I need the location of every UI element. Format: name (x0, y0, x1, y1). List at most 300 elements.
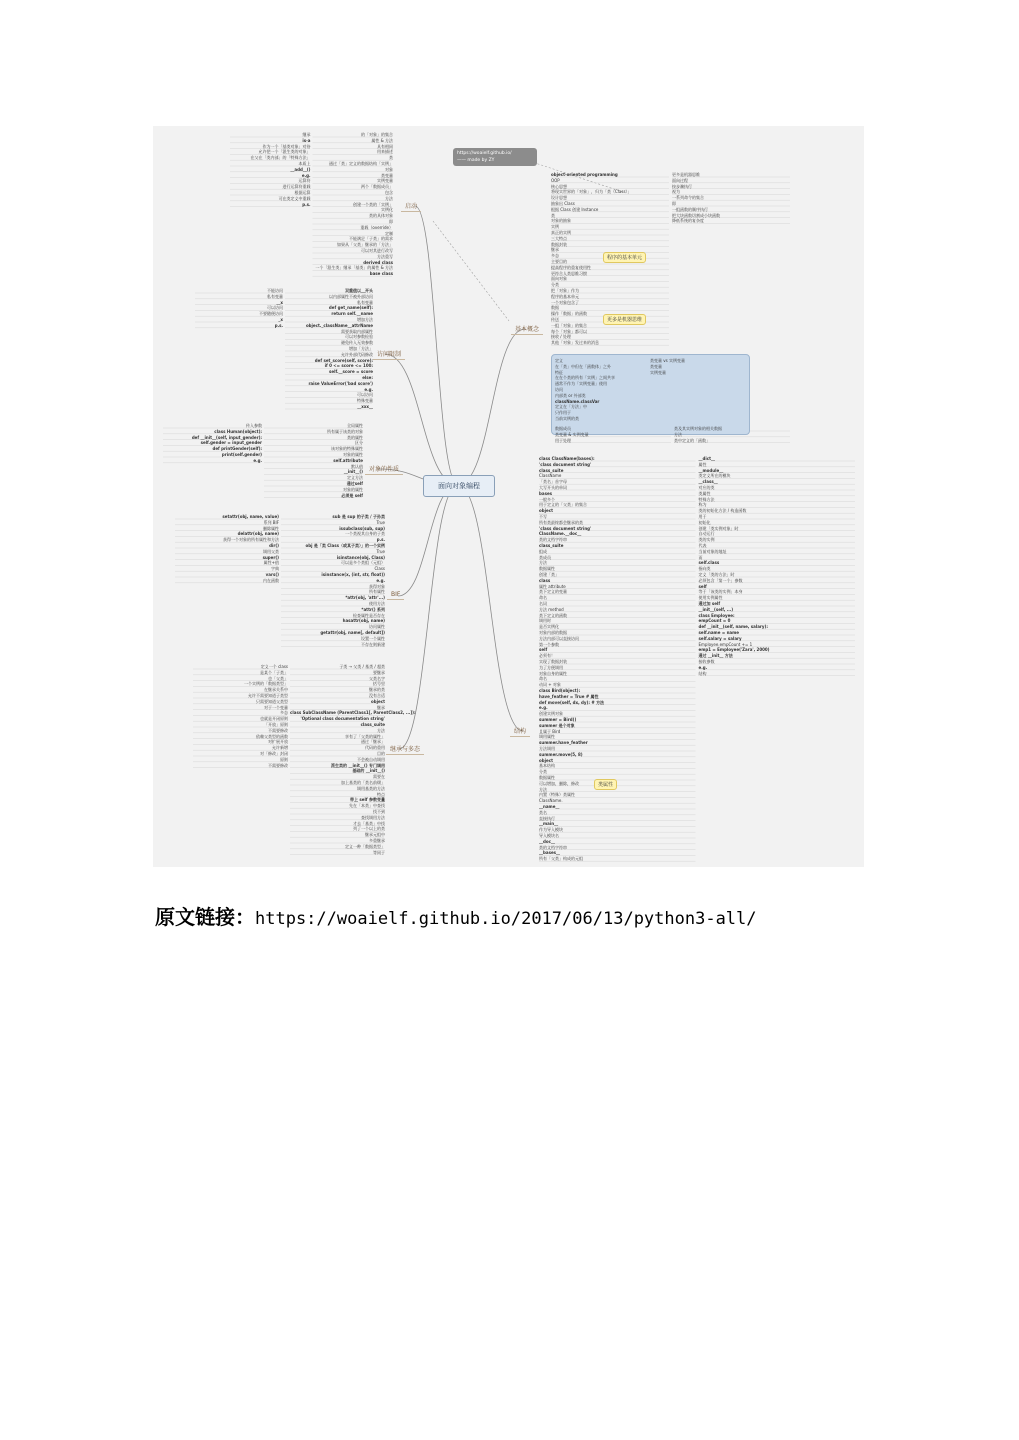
mindmap-node: 需要获取内部属性 (341, 328, 373, 334)
mindmap-node: 也就是开闭原则 (260, 716, 288, 722)
mindmap-node: sub 是 sup 的子类 / 子孙类 (332, 514, 385, 519)
mindmap-node: 通常不作为「实例变量」使用 (555, 381, 607, 387)
mindmap-node: 属性 (698, 461, 707, 467)
mindmap-node: 数据属性 (539, 566, 555, 572)
mindmap-node: e.g. (301, 172, 311, 178)
mindmap-node: 一个「派生类」继承「基类」的属性 & 方法 (315, 265, 393, 271)
mindmap-node: 也「父类」 (268, 675, 288, 681)
mindmap-node: 代码的重用 (365, 745, 385, 751)
mindmap-node: 类变量 & 实例变量 (555, 431, 589, 437)
branch-attrs: 对象的性质 (365, 463, 403, 475)
mindmap-node: 享有了「父类的属性」 (345, 733, 385, 739)
mindmap-node: 如果从「父类」继承的「方法」 (337, 242, 393, 248)
mindmap-node: 调用时 (539, 618, 551, 624)
mindmap-node: 对「修改」封闭 (260, 751, 288, 756)
mindmap-node: 在在个类的所有「实例」之间共享 (555, 375, 615, 381)
mindmap-node: 真正的实例 (551, 230, 571, 235)
mindmap-node: 内置（特殊）类属性 (539, 792, 575, 798)
mindmap-node: 父类名字 (369, 675, 385, 681)
mindmap-node: 动词 + 对象 (539, 682, 561, 688)
mindmap-node: 把「对象」作为 (551, 288, 579, 293)
mindmap-node: __dict__ (698, 456, 716, 461)
mindmap-node: 传入参数 (246, 423, 262, 428)
mindmap-node: 定义一个 class (260, 664, 288, 669)
mindmap-node: return self.__name (331, 311, 373, 317)
mindmap-node: object (539, 508, 553, 514)
mindmap-node: 类定义所在的模块 (698, 473, 731, 479)
mindmap-node: 双重值以__开头 (345, 288, 373, 293)
mindmap-node: Class (374, 566, 385, 572)
branch-inherit: 继承与多态 (386, 743, 424, 755)
mindmap-node: isinstance(obj, Class) (336, 554, 385, 560)
mindmap-node: 接收参数 (698, 659, 715, 664)
mindmap-node: 目的 (377, 751, 385, 756)
mindmap-node: 使用方法 (369, 601, 385, 606)
mindmap-node: 传送 (551, 317, 559, 322)
mindmap-node: ClassName (539, 473, 562, 479)
mindmap-node: 检查属性是否存在 (353, 612, 385, 618)
mindmap-canvas (153, 126, 864, 867)
mindmap-node: empCount = 0 (698, 618, 731, 624)
mindmap-node: self.name = name (698, 630, 739, 635)
mindmap-node: 要继承 (373, 669, 385, 675)
mindmap-node: summer.have_feather (539, 740, 588, 746)
mindmap-node: 运算符 (298, 178, 311, 184)
mindmap-node: 作为导入模块 (539, 827, 563, 833)
mindmap-node: self.gender = input_gender (200, 440, 262, 446)
mindmap-node: 操作「数据」的函数 (551, 311, 587, 317)
branch-basic: 基本概念 (511, 323, 543, 335)
mindmap-node: def __init__(self, input_gender): (191, 434, 262, 440)
mindmap-node: 该对象的特殊属性 (331, 446, 363, 452)
branch-qidong: 启动 (401, 200, 421, 212)
mindmap-node: def __init__(self, name, salary): (698, 624, 768, 630)
mindmap-node: delattr(obj, name) (237, 531, 279, 537)
mindmap-node: 重载（override） (360, 224, 393, 230)
mindmap-node: e.g. (376, 577, 385, 583)
mindmap-node: dir() (269, 543, 279, 548)
mindmap-node: True (376, 548, 385, 554)
central-topic: 面向对象编程 (423, 475, 495, 497)
mindmap-node: 不需要修改 (268, 762, 288, 768)
mindmap-node: __x (276, 299, 283, 305)
mindmap-node: 实例变量 (377, 178, 393, 184)
mindmap-node: 必须是 self (341, 492, 363, 498)
mindmap-node: 私有变量 (357, 299, 373, 305)
mindmap-node: 不存在则新建 (361, 641, 385, 647)
mindmap-node: class (539, 577, 551, 583)
mindmap-node: 全局属性 (347, 423, 363, 428)
mindmap-node: object (539, 757, 553, 763)
mindmap-node: 指向类 (698, 566, 711, 572)
mindmap-node: 根据 Class 创建 Instance (551, 206, 599, 212)
mindmap-node: 方法 (539, 560, 547, 566)
mindmap-node: 继承 (377, 704, 385, 710)
mindmap-node: 所有类最终都会继承的类 (539, 519, 583, 525)
mindmap-node: setattr(obj, name, value) (222, 514, 279, 519)
mindmap-node: 根据运算 (294, 190, 311, 195)
branch-connector (399, 485, 458, 749)
mindmap-node: 「类名」首字母 (539, 479, 567, 485)
mindmap-node: 所有属于该类的对象 (327, 428, 363, 434)
mindmap-node: 对应的类 (698, 485, 715, 490)
mindmap-node: 接收 / 处理 (551, 334, 571, 340)
mindmap-node: 子类 → 父类 / 基类 / 超类 (339, 664, 385, 669)
mindmap-node: self (539, 647, 548, 653)
mindmap-node: 依赖父类型的函数 (256, 733, 288, 739)
mindmap-node: 继承的类 (369, 687, 385, 693)
mindmap-node: summer = Bird() (539, 717, 577, 722)
mindmap-node: 区分 (355, 440, 363, 446)
mindmap-node: 类 (551, 212, 555, 218)
mindmap-node: 方法调用 (539, 746, 555, 751)
mindmap-node: 实例变量 (650, 369, 666, 375)
mindmap-node: self.__score = score (328, 369, 373, 375)
mindmap-node: 分类 (539, 769, 547, 775)
mindmap-node: p.s. (274, 322, 283, 328)
badge-url: https://woaielf.github.io/ (457, 151, 512, 156)
mindmap-node: 特殊方法 (698, 496, 715, 502)
mindmap-node: self.attribute (333, 457, 363, 463)
mindmap-node: 使用实例属性 (698, 595, 723, 601)
source-line (155, 901, 757, 929)
mindmap-node: 增加「方法」 (349, 346, 373, 351)
mindmap-node: 数据成员 (555, 426, 571, 431)
mindmap-node: 类下定义的函数 (539, 612, 567, 618)
mindmap-node: 通过「类」定义的数据结构「实例」 (329, 161, 393, 166)
mindmap-node: 内部类 or 外部类 (555, 392, 586, 398)
mindmap-node: 所有属性 (369, 589, 385, 595)
mindmap-node: super() (262, 554, 279, 560)
mindmap-node: 属性+值 (263, 560, 279, 566)
mindmap-node: obj 是「类 Class（或其子类）」的一个实例 (305, 543, 385, 548)
mindmap-node: class Employee: (698, 612, 735, 618)
mindmap-node: 降低系统的复杂度 (672, 218, 704, 224)
mindmap-node: 允许外部代码修改 (341, 351, 373, 357)
mindmap-node: 数据 (551, 305, 559, 311)
mindmap-node: raise ValueError('bad score') (308, 380, 373, 386)
branch-connector (415, 206, 458, 485)
mindmap-node: 不需要修改 (268, 727, 288, 733)
mindmap-node: 所有「父类」构成的元组 (539, 856, 583, 862)
mindmap-node: 方法重写 (377, 253, 393, 259)
mindmap-node: 命名 (539, 676, 547, 682)
mindmap-node: 获得对象 (369, 583, 385, 589)
mindmap-node: self (698, 583, 707, 589)
mindmap-node: _x (278, 317, 283, 322)
mindmap-node: 在父在「类内部」的「特殊方法」 (250, 155, 311, 161)
mindmap-node: __bases__ (539, 850, 561, 856)
mindmap-node: 系列 BIF (263, 519, 279, 525)
mindmap-node: 允许不需要知道子类型 (248, 693, 288, 698)
mindmap-node: 名词 (539, 601, 547, 606)
mindmap-node: 实例化 (381, 207, 393, 213)
mindmap-node: summer 是个对象 (539, 722, 575, 728)
mindmap-node: 对象的抽象 (551, 218, 571, 224)
mindmap-node: 程序的基本单元 (551, 293, 579, 299)
mindmap-node: 通过 __init__ 方法 (698, 653, 733, 659)
mindmap-node: class ClassName(bases): (539, 456, 595, 461)
mindmap-node: __main__ (539, 821, 559, 827)
mindmap-node: def move(self, dx, dy): # 方法 (539, 699, 605, 705)
mindmap-node: 类成员 (539, 554, 551, 560)
mindmap-node: 把大块函数切割成小块函数 (672, 212, 720, 218)
mindmap-node: 用于定义的「父类」的集合 (539, 502, 587, 508)
mindmap-node: if 0 <= score <= 100: (324, 363, 373, 369)
mindmap-node: 可以访问 (267, 305, 283, 311)
mindmap-node: 避免传入无效参数 (341, 340, 373, 346)
relation-link (433, 221, 509, 321)
mindmap-node: e.g. (539, 705, 548, 711)
note-human-thinking: 程序的基本单元 (603, 252, 646, 263)
mindmap-node: 对扩展开放 (268, 739, 288, 745)
mindmap-node: __class__ (698, 479, 718, 485)
branch-bif: BIF (387, 590, 404, 600)
mindmap-node: 对象自身的属性 (539, 670, 567, 676)
mindmap-node: have_feather = True # 属性 (539, 693, 599, 699)
mindmap-node: 内在函数 (263, 577, 279, 583)
mindmap-node: 面向过程 (672, 177, 688, 183)
mindmap-node: 类属性 (698, 490, 711, 496)
mindmap-node: 私有变量 (267, 293, 283, 299)
mindmap-node: 的「对象」的集合 (361, 132, 393, 137)
mindmap-node: 方法 (674, 431, 682, 437)
mindmap-node: 可在类定义中重载 (278, 195, 311, 201)
mindmap-node: 特点 (377, 791, 385, 797)
mindmap-node: base class (369, 271, 393, 277)
mindmap-node: OOP (551, 177, 560, 183)
mindmap-node: 一组函数的顺序执行 (672, 206, 708, 212)
mindmap-node: 调用父类 (263, 548, 279, 554)
mindmap-node: __add__() (290, 166, 311, 172)
mindmap-node: 类变量 (650, 363, 662, 369)
branch-access: 访问限制 (373, 348, 405, 360)
mindmap-node: 面向对象 (551, 276, 567, 282)
mindmap-node: 在「类」中但在「函数体」之外 (555, 363, 611, 369)
mindmap-node: 多态 (551, 253, 559, 259)
mindmap-node: 对象的属性 (343, 486, 363, 492)
author-badge (453, 148, 537, 166)
mindmap-node: 类变量 vs 实例变量 (650, 358, 685, 363)
mindmap-node: print(self.gender) (221, 452, 262, 457)
mindmap-node: 可以访问 (357, 392, 373, 398)
mindmap-node: 只需要知道父类型 (256, 698, 288, 704)
mindmap-node: 括号里 (373, 681, 385, 687)
mindmap-node: summer.move(5, 8) (539, 751, 583, 757)
mindmap-node: 方法 (385, 195, 393, 201)
mindmap-node: 'class document string' (539, 461, 592, 467)
mindmap-node: 设计思想 (551, 195, 567, 201)
mindmap-node: 一个对象包含了 (551, 299, 579, 305)
mindmap-node: 不能满足「子类」的需求 (349, 236, 393, 242)
mindmap-node: issubclass(sub, sup) (339, 525, 385, 531)
mindmap-node: 类的初始化方法 / 构造函数 (698, 508, 747, 514)
mindmap-node: 列了一个以上的类 (353, 826, 385, 832)
mindmap-node: 一系列命令的集合 (672, 195, 704, 201)
mindmap-node: 需要在 (373, 774, 385, 780)
mindmap-node: 代表 (698, 543, 707, 548)
mindmap-node: 主要目的 (551, 259, 567, 264)
mindmap-node: 属性 attribute (539, 583, 566, 589)
note-machine-thinking: 更多是机器思维 (603, 314, 646, 325)
mindmap-node: 'Optional class documentation string' (300, 716, 385, 722)
mindmap-node: 结构 (698, 670, 707, 676)
mindmap-node: e.g. (698, 664, 708, 670)
mindmap-node: 必须有！ (539, 653, 555, 659)
mindmap-node: __name__ (539, 804, 560, 809)
mindmap-node: 组成 (539, 548, 547, 554)
mindmap-node: __init__() (343, 469, 363, 475)
mindmap-node: 方法 method (539, 606, 564, 612)
branch-connector (458, 485, 523, 731)
mindmap-node: 提高程序的重复使用性 (551, 264, 591, 270)
mindmap-node: *attr(obj, 'attr'...) (345, 595, 385, 601)
mindmap-node: 派生类的 __init__() 专门调用 (331, 762, 385, 768)
mindmap-node: 基本结构 (539, 763, 555, 769)
mindmap-node: 先在「本类」中查找 (349, 803, 385, 809)
mindmap-node: 通过self (346, 481, 363, 486)
mindmap-node: e.g. (253, 457, 262, 463)
mindmap-node: 当前对象的地址 (698, 548, 727, 554)
mindmap-node: 方法内部可以直接访问 (539, 635, 579, 641)
mindmap-node: class Human(object): (214, 428, 262, 434)
mindmap-node: 三大特点 (551, 235, 567, 241)
mindmap-node: 命名 (539, 595, 547, 601)
mindmap-node: 称为 (698, 502, 707, 508)
mindmap-node: 类的属性 (347, 434, 363, 440)
mindmap-node: 本质上 (298, 161, 311, 166)
mindmap-node: 不能访问 (267, 288, 283, 293)
mindmap-node: 当前实例的类 (555, 416, 579, 421)
branch-connector (398, 485, 458, 596)
mindmap-node: 调用属性 (539, 734, 555, 740)
mindmap-node: __init__(self, ...) (698, 606, 734, 612)
mindmap-node: 访问属性 (369, 624, 385, 630)
mindmap-node: 只作用于 (555, 410, 571, 416)
mindmap-node: 可以对其进行改写 (361, 248, 393, 253)
mindmap-node: 方法 (539, 786, 547, 792)
mindmap-node: 直接执行 (539, 815, 555, 821)
mindmap-node: 实现了数据封装 (539, 659, 567, 664)
mindmap-node: class SubClassName (ParentClass1[, ParentClass2, ...]): (290, 710, 416, 716)
mindmap-node: self.salary = salary (698, 635, 742, 641)
mindmap-node: 才去「基类」中找 (353, 820, 385, 826)
mindmap-node: 等于「该类的实例」本身 (698, 589, 743, 595)
mindmap-node: derived class (363, 259, 393, 265)
mindmap-node: 不要随便访问 (259, 311, 283, 317)
mindmap-node: class Bird(object): (539, 688, 581, 693)
mindmap-node: 带上 self 参数变量 (350, 797, 385, 803)
mindmap-node: 可以增加，删除，修改 (539, 780, 579, 786)
mindmap-node: 通过「继承」 (361, 739, 385, 745)
mindmap-node: 初始化 (698, 519, 711, 525)
mindmap-node: 视为 (672, 189, 680, 195)
source-label: 原文链接： (155, 905, 255, 929)
mindmap-node: 方法 (377, 727, 385, 733)
mindmap-node: 实例 (551, 224, 559, 230)
mindmap-node: 用于 (698, 514, 707, 519)
mindmap-node: 抽象出 Class (551, 201, 575, 206)
mindmap-node: is-a (302, 137, 311, 143)
mindmap-node: 创建「类实例对象」时 (698, 525, 739, 531)
mindmap-node: 特殊变量 (357, 398, 373, 404)
mindmap-node: 类中定义的「函数」 (674, 437, 710, 443)
mindmap-node: 定义「类的方法」时 (698, 572, 735, 577)
mindmap-node: p.s. (376, 537, 385, 543)
mindmap-node: 字典 (271, 566, 279, 572)
mindmap-node: 更符合人类思维习惯 (551, 270, 587, 276)
mindmap-node: 类名 (539, 809, 547, 815)
mindmap-node: 继承元组中 (365, 832, 385, 838)
mindmap-node: 数据封装 (551, 241, 567, 247)
mindmap-node: 是否实例化 (539, 624, 559, 630)
mindmap-node: 类 (389, 155, 393, 161)
mindmap-node: __doc__ (539, 838, 555, 844)
mindmap-node: __module__ (698, 467, 724, 473)
mindmap-node: 一般多个 (539, 496, 555, 502)
mindmap-node: 即 (672, 201, 676, 206)
mindmap-node: 加上基类的「类名前缀」 (341, 780, 385, 785)
mindmap-node: 等同于 (373, 849, 385, 855)
source-link[interactable]: https://woaielf.github.io/2017/06/13/python3-all/ (255, 909, 757, 929)
mindmap-node: 类的具体对象 (369, 213, 393, 219)
mindmap-node: 核心思想 (551, 183, 567, 189)
mindmap-node: p.s. (302, 201, 311, 207)
mindmap-node: 查找调用方法 (361, 814, 385, 820)
mindmap-node: 一个实例的「数据类型」 (244, 681, 288, 687)
mindmap-node: 类的文档字符串 (539, 844, 567, 850)
mindmap-node: 多重继承 (369, 838, 385, 843)
mindmap-node: 类的文档字符串 (539, 537, 567, 543)
mindmap-node: def set_score(self, score): (314, 357, 373, 363)
mindmap-node: 对象内部的数据 (539, 630, 567, 635)
mindmap-node: 可以是多个类组（元组） (341, 560, 385, 566)
mindmap-node: vars() (265, 572, 279, 577)
mindmap-node: 具有相同 (377, 143, 393, 149)
mindmap-node: 每个「对象」都可以 (551, 328, 587, 334)
mindmap-node: 类下定义的变量 (539, 589, 567, 595)
mindmap-node: 访问 (555, 387, 563, 392)
mindmap-node: class_suite (539, 543, 564, 548)
mindmap-node: 定制 (385, 230, 393, 236)
mindmap-node: emp1 = Employee('Zara', 2000) (698, 647, 770, 653)
mindmap-node: 一组「对象」的集合 (551, 322, 587, 328)
mindmap-node: 找不到 (373, 809, 385, 814)
mindmap-node: ClassName. (539, 798, 563, 804)
mindmap-node: object._className__attrName (305, 322, 373, 328)
mindmap-node: 类的实例 (698, 537, 715, 543)
mindmap-node: 'class document string' (539, 525, 592, 531)
branch-connector (458, 329, 525, 485)
mindmap-node: 大写开头的单词 (539, 485, 567, 490)
mindmap-node: 导入模块名 (539, 833, 559, 838)
mindmap-node: 对象 (385, 166, 393, 172)
mindmap-node: 第一个参数 (539, 641, 559, 647)
mindmap-node: hasattr(obj, name) (342, 618, 385, 624)
mindmap-node: 定义 (555, 358, 563, 363)
note-class-instance: 类属性 (594, 779, 617, 790)
mindmap-node: 类变量 (381, 172, 393, 178)
mindmap-node: 数据属性 (539, 775, 555, 780)
mindmap-node: isinstance(x, (int, str, float)) (321, 572, 385, 577)
mindmap-node: 设置一个属性 (361, 635, 385, 641)
mindmap-node: class_suite (360, 722, 385, 727)
mindmap-node: else: (362, 375, 373, 380)
mindmap-node: 按步骤执行 (672, 183, 692, 189)
mindmap-node: 对象的属性 (343, 452, 363, 457)
mindmap-node: 多态 (280, 710, 288, 716)
mindmap-node: 允许把一个「派生类的对象」 (258, 149, 311, 155)
